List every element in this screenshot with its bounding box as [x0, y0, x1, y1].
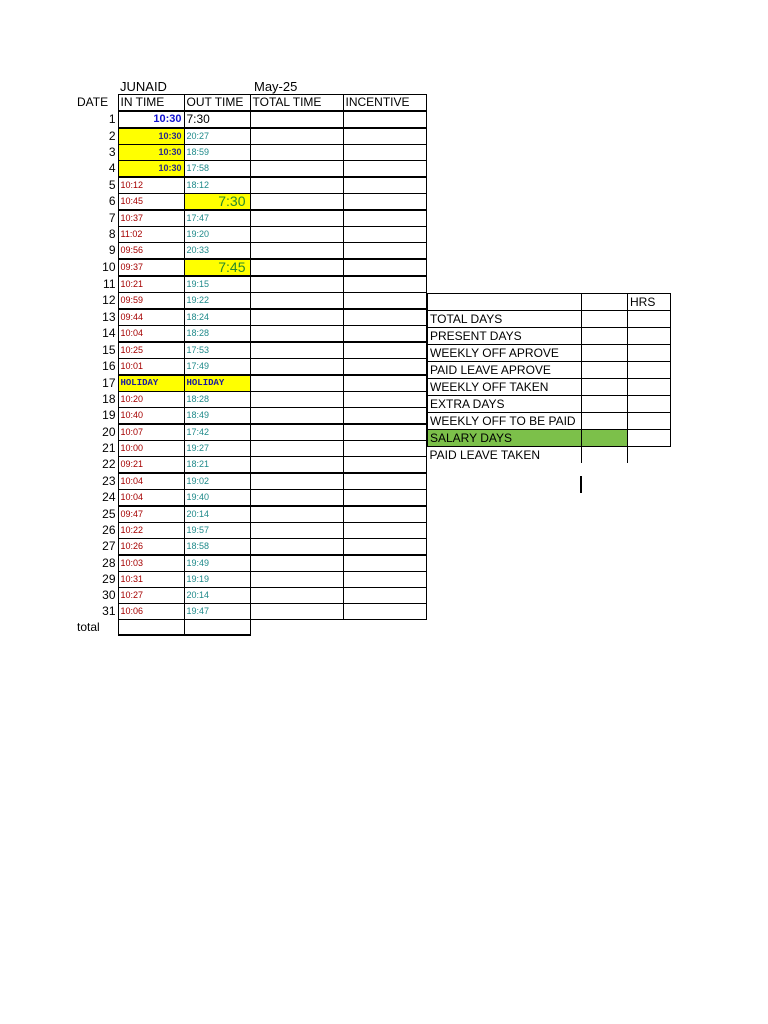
summary-days-cell[interactable] — [582, 379, 628, 396]
date-cell: 20 — [102, 424, 116, 439]
date-cell: 29 — [102, 572, 116, 586]
total-time-cell[interactable] — [250, 161, 343, 178]
incentive-cell[interactable] — [343, 194, 426, 211]
total-time-cell[interactable] — [250, 555, 343, 572]
total-time-cell[interactable] — [250, 539, 343, 556]
summary-row — [428, 328, 671, 345]
total-time-cell[interactable] — [250, 523, 343, 539]
summary-row — [428, 345, 671, 362]
total-time-cell[interactable] — [250, 359, 343, 376]
incentive-cell[interactable] — [343, 145, 426, 161]
in-time-cell[interactable]: 10:07 — [118, 424, 184, 441]
total-time-cell[interactable] — [250, 309, 343, 326]
total-time-cell[interactable] — [250, 604, 343, 620]
table-row — [75, 457, 426, 474]
table-row — [75, 227, 426, 243]
in-time-cell[interactable]: 10:04 — [118, 326, 184, 343]
total-time-cell[interactable] — [250, 392, 343, 408]
in-time-cell[interactable]: 10:40 — [118, 408, 184, 425]
summary-row-salary — [428, 430, 671, 447]
attendance-header-row — [75, 95, 426, 112]
table-row — [75, 539, 426, 556]
incentive-cell[interactable] — [343, 243, 426, 260]
out-time-cell[interactable]: 20:33 — [184, 243, 250, 260]
out-time-cell[interactable]: 19:22 — [184, 293, 250, 310]
out-time-cell[interactable]: 19:40 — [184, 490, 250, 507]
summary-column-line — [580, 476, 582, 493]
column-header-total-time[interactable]: TOTAL TIME — [250, 95, 343, 112]
date-cell: 24 — [102, 490, 116, 505]
summary-days-cell[interactable] — [582, 362, 628, 379]
incentive-cell[interactable] — [343, 424, 426, 441]
in-time-cell[interactable]: 10:21 — [118, 276, 184, 293]
table-row — [75, 523, 426, 539]
in-time-cell[interactable]: 10:06 — [118, 604, 184, 620]
table-row — [75, 555, 426, 572]
summary-row — [428, 362, 671, 379]
summary-label: PRESENT DAYS — [428, 328, 582, 345]
out-time-cell[interactable]: 19:15 — [184, 276, 250, 293]
out-time-cell[interactable]: 18:28 — [184, 326, 250, 343]
incentive-cell[interactable] — [343, 293, 426, 310]
summary-row — [428, 379, 671, 396]
in-time-cell[interactable]: 10:25 — [118, 342, 184, 359]
table-row — [75, 408, 426, 425]
summary-days-cell[interactable] — [582, 447, 628, 464]
summary-label: PAID LEAVE APROVE — [428, 362, 582, 379]
total-time-cell[interactable] — [250, 145, 343, 161]
in-time-cell[interactable]: 10:37 — [118, 210, 184, 227]
table-row — [75, 441, 426, 457]
in-time-cell[interactable]: 10:04 — [118, 490, 184, 507]
in-time-cell[interactable]: 10:26 — [118, 539, 184, 556]
in-time-cell[interactable]: HOLIDAY — [118, 375, 184, 392]
date-cell: 11 — [103, 276, 116, 291]
incentive-cell[interactable] — [343, 276, 426, 293]
total-time-cell[interactable] — [250, 111, 343, 128]
out-time-cell[interactable]: 18:24 — [184, 309, 250, 326]
out-time-cell[interactable]: 19:49 — [184, 555, 250, 572]
date-cell: 21 — [102, 441, 116, 455]
out-time-cell[interactable]: 19:57 — [184, 523, 250, 539]
incentive-cell[interactable] — [343, 392, 426, 408]
date-cell: 27 — [102, 539, 116, 554]
summary-hrs-cell[interactable] — [628, 328, 671, 345]
out-time-cell[interactable]: 19:19 — [184, 572, 250, 588]
table-row — [75, 424, 426, 441]
column-header-date: DATE — [77, 95, 109, 110]
out-time-cell[interactable]: 18:59 — [184, 145, 250, 161]
summary-label: WEEKLY OFF TO BE PAID — [428, 413, 582, 430]
in-time-cell[interactable]: 10:31 — [118, 572, 184, 588]
in-time-cell[interactable]: 10:30 — [118, 161, 184, 178]
summary-days-cell[interactable] — [582, 430, 628, 447]
column-header-incentive[interactable]: INCENTIVE — [343, 95, 426, 112]
table-row — [75, 473, 426, 490]
table-row — [75, 392, 426, 408]
in-time-cell[interactable]: 09:47 — [118, 506, 184, 523]
total-time-cell[interactable] — [250, 572, 343, 588]
out-time-cell[interactable]: 17:58 — [184, 161, 250, 178]
incentive-cell[interactable] — [343, 490, 426, 507]
incentive-cell[interactable] — [343, 326, 426, 343]
table-row — [75, 588, 426, 604]
date-cell: 16 — [102, 359, 116, 374]
summary-label: TOTAL DAYS — [428, 311, 582, 328]
total-time-cell[interactable] — [250, 259, 343, 276]
out-time-cell[interactable]: 7:45 — [184, 259, 250, 276]
incentive-cell[interactable] — [343, 588, 426, 604]
date-cell: 3 — [108, 145, 116, 159]
summary-days-cell[interactable] — [582, 328, 628, 345]
table-row — [75, 128, 426, 145]
incentive-cell[interactable] — [343, 177, 426, 194]
table-row — [75, 161, 426, 178]
incentive-cell[interactable] — [343, 128, 426, 145]
date-cell: 4 — [108, 161, 116, 176]
in-time-cell[interactable]: 10:01 — [118, 359, 184, 376]
summary-hrs-cell[interactable] — [628, 345, 671, 362]
in-time-cell[interactable]: 10:27 — [118, 588, 184, 604]
total-time-cell[interactable] — [250, 276, 343, 293]
out-time-cell[interactable]: 17:42 — [184, 424, 250, 441]
in-time-cell[interactable]: 10:22 — [118, 523, 184, 539]
in-time-cell[interactable]: 10:30 — [118, 111, 184, 128]
date-cell: 28 — [102, 555, 116, 570]
month-label: May-25 — [254, 79, 298, 94]
summary-days-cell[interactable] — [582, 345, 628, 362]
in-time-cell[interactable]: 10:20 — [118, 392, 184, 408]
in-time-cell[interactable]: 09:56 — [118, 243, 184, 260]
date-cell: 17 — [102, 375, 116, 390]
summary-hrs-header: HRS — [628, 294, 671, 311]
total-time-cell[interactable] — [250, 128, 343, 145]
total-time-cell[interactable] — [250, 243, 343, 260]
incentive-cell[interactable] — [343, 227, 426, 243]
date-cell: 6 — [108, 194, 116, 209]
table-row — [75, 326, 426, 343]
total-out-cell[interactable] — [184, 620, 250, 636]
out-time-cell[interactable]: 20:14 — [184, 588, 250, 604]
summary-hrs-cell[interactable] — [628, 379, 671, 396]
date-cell: 30 — [102, 588, 116, 602]
summary-hrs-cell[interactable] — [628, 362, 671, 379]
summary-hrs-cell[interactable] — [628, 447, 671, 464]
total-time-cell[interactable] — [250, 424, 343, 441]
total-time-cell[interactable] — [250, 177, 343, 194]
in-time-cell[interactable]: 10:30 — [118, 145, 184, 161]
out-time-cell[interactable]: 19:02 — [184, 473, 250, 490]
table-row — [75, 342, 426, 359]
incentive-cell[interactable] — [343, 473, 426, 490]
summary-label: WEEKLY OFF TAKEN — [428, 379, 582, 396]
total-time-cell[interactable] — [250, 342, 343, 359]
date-cell: 15 — [102, 342, 116, 357]
summary-label: WEEKLY OFF APROVE — [428, 345, 582, 362]
date-cell: 22 — [102, 457, 116, 472]
incentive-cell[interactable] — [343, 309, 426, 326]
summary-label: PAID LEAVE TAKEN — [428, 447, 582, 464]
total-time-cell[interactable] — [250, 408, 343, 425]
date-cell: 25 — [102, 506, 116, 521]
total-time-cell[interactable] — [250, 490, 343, 507]
total-blank — [250, 620, 343, 636]
summary-days-cell[interactable] — [582, 413, 628, 430]
date-cell: 19 — [102, 408, 116, 423]
out-time-cell[interactable]: 18:12 — [184, 177, 250, 194]
total-in-cell[interactable] — [118, 620, 184, 636]
out-time-cell[interactable]: 17:47 — [184, 210, 250, 227]
table-row — [75, 276, 426, 293]
total-label: total — [77, 619, 100, 634]
out-time-cell[interactable]: 19:47 — [184, 604, 250, 620]
incentive-cell[interactable] — [343, 539, 426, 556]
table-row — [75, 359, 426, 376]
table-row — [75, 145, 426, 161]
date-cell: 14 — [102, 326, 116, 341]
incentive-cell[interactable] — [343, 259, 426, 276]
date-cell: 8 — [108, 227, 116, 241]
summary-table — [427, 293, 671, 463]
table-row — [75, 309, 426, 326]
total-time-cell[interactable] — [250, 194, 343, 211]
total-time-cell[interactable] — [250, 588, 343, 604]
summary-days-cell[interactable] — [582, 311, 628, 328]
summary-header-blank — [428, 294, 582, 311]
summary-row — [428, 396, 671, 413]
incentive-cell[interactable] — [343, 161, 426, 178]
summary-row — [428, 413, 671, 430]
out-time-cell[interactable]: 18:21 — [184, 457, 250, 474]
incentive-cell[interactable] — [343, 375, 426, 392]
date-cell: 13 — [102, 309, 116, 324]
employee-name: JUNAID — [120, 79, 167, 94]
date-cell: 26 — [102, 523, 116, 537]
column-header-out-time[interactable]: OUT TIME — [184, 95, 250, 112]
in-time-cell[interactable]: 09:44 — [118, 309, 184, 326]
in-time-cell[interactable]: 09:59 — [118, 293, 184, 310]
out-time-cell[interactable]: 19:27 — [184, 441, 250, 457]
incentive-cell[interactable] — [343, 555, 426, 572]
summary-header-row — [428, 294, 671, 311]
incentive-cell[interactable] — [343, 359, 426, 376]
in-time-cell[interactable]: 09:21 — [118, 457, 184, 474]
summary-row — [428, 311, 671, 328]
total-time-cell[interactable] — [250, 326, 343, 343]
incentive-cell[interactable] — [343, 572, 426, 588]
incentive-cell[interactable] — [343, 523, 426, 539]
date-cell: 9 — [108, 243, 116, 258]
out-time-cell[interactable]: 7:30 — [184, 111, 250, 128]
table-row — [75, 177, 426, 194]
in-time-cell[interactable]: 10:03 — [118, 555, 184, 572]
in-time-cell[interactable]: 10:12 — [118, 177, 184, 194]
out-time-cell[interactable]: 20:27 — [184, 128, 250, 145]
date-cell: 7 — [108, 210, 116, 225]
table-row — [75, 210, 426, 227]
table-row — [75, 506, 426, 523]
table-row — [75, 293, 426, 310]
total-blank — [343, 620, 426, 636]
out-time-cell[interactable]: 20:14 — [184, 506, 250, 523]
in-time-cell[interactable]: 10:04 — [118, 473, 184, 490]
table-row — [75, 375, 426, 392]
summary-hrs-cell[interactable] — [628, 430, 671, 447]
incentive-cell[interactable] — [343, 506, 426, 523]
incentive-cell[interactable] — [343, 408, 426, 425]
summary-hrs-cell[interactable] — [628, 311, 671, 328]
table-row — [75, 111, 426, 128]
in-time-cell[interactable]: 11:02 — [118, 227, 184, 243]
date-cell: 2 — [108, 128, 116, 143]
out-time-cell[interactable]: 7:30 — [184, 194, 250, 211]
summary-hrs-cell[interactable] — [628, 413, 671, 430]
table-row — [75, 572, 426, 588]
incentive-cell[interactable] — [343, 111, 426, 128]
table-row — [75, 259, 426, 276]
in-time-cell[interactable]: 10:00 — [118, 441, 184, 457]
date-cell: 1 — [108, 112, 116, 126]
summary-label: EXTRA DAYS — [428, 396, 582, 413]
in-time-cell[interactable]: 10:30 — [118, 128, 184, 145]
total-time-cell[interactable] — [250, 506, 343, 523]
incentive-cell[interactable] — [343, 210, 426, 227]
date-cell: 18 — [102, 392, 116, 406]
date-cell: 10 — [102, 260, 116, 274]
total-time-cell[interactable] — [250, 441, 343, 457]
summary-days-cell[interactable] — [582, 396, 628, 413]
date-cell: 31 — [102, 604, 116, 618]
out-time-cell[interactable]: HOLIDAY — [184, 375, 250, 392]
date-cell: 12 — [102, 293, 116, 308]
total-time-cell[interactable] — [250, 227, 343, 243]
date-cell: 5 — [108, 177, 116, 192]
attendance-table — [75, 94, 427, 636]
out-time-cell[interactable]: 19:20 — [184, 227, 250, 243]
summary-hrs-cell[interactable] — [628, 396, 671, 413]
in-time-cell[interactable]: 09:37 — [118, 259, 184, 276]
total-row — [75, 620, 426, 636]
incentive-cell[interactable] — [343, 441, 426, 457]
out-time-cell[interactable]: 18:28 — [184, 392, 250, 408]
incentive-cell[interactable] — [343, 457, 426, 474]
total-time-cell[interactable] — [250, 293, 343, 310]
column-header-in-time[interactable]: IN TIME — [118, 95, 184, 112]
total-time-cell[interactable] — [250, 210, 343, 227]
out-time-cell[interactable]: 18:58 — [184, 539, 250, 556]
in-time-cell[interactable]: 10:45 — [118, 194, 184, 211]
table-row — [75, 243, 426, 260]
total-time-cell[interactable] — [250, 375, 343, 392]
summary-header-blank — [582, 294, 628, 311]
table-row — [75, 490, 426, 507]
incentive-cell[interactable] — [343, 342, 426, 359]
out-time-cell[interactable]: 18:49 — [184, 408, 250, 425]
table-row — [75, 604, 426, 620]
summary-row — [428, 447, 671, 464]
incentive-cell[interactable] — [343, 604, 426, 620]
total-time-cell[interactable] — [250, 473, 343, 490]
date-cell: 23 — [102, 473, 116, 488]
summary-label: SALARY DAYS — [428, 430, 582, 447]
out-time-cell[interactable]: 17:49 — [184, 359, 250, 376]
total-time-cell[interactable] — [250, 457, 343, 474]
out-time-cell[interactable]: 17:53 — [184, 342, 250, 359]
table-row — [75, 194, 426, 211]
